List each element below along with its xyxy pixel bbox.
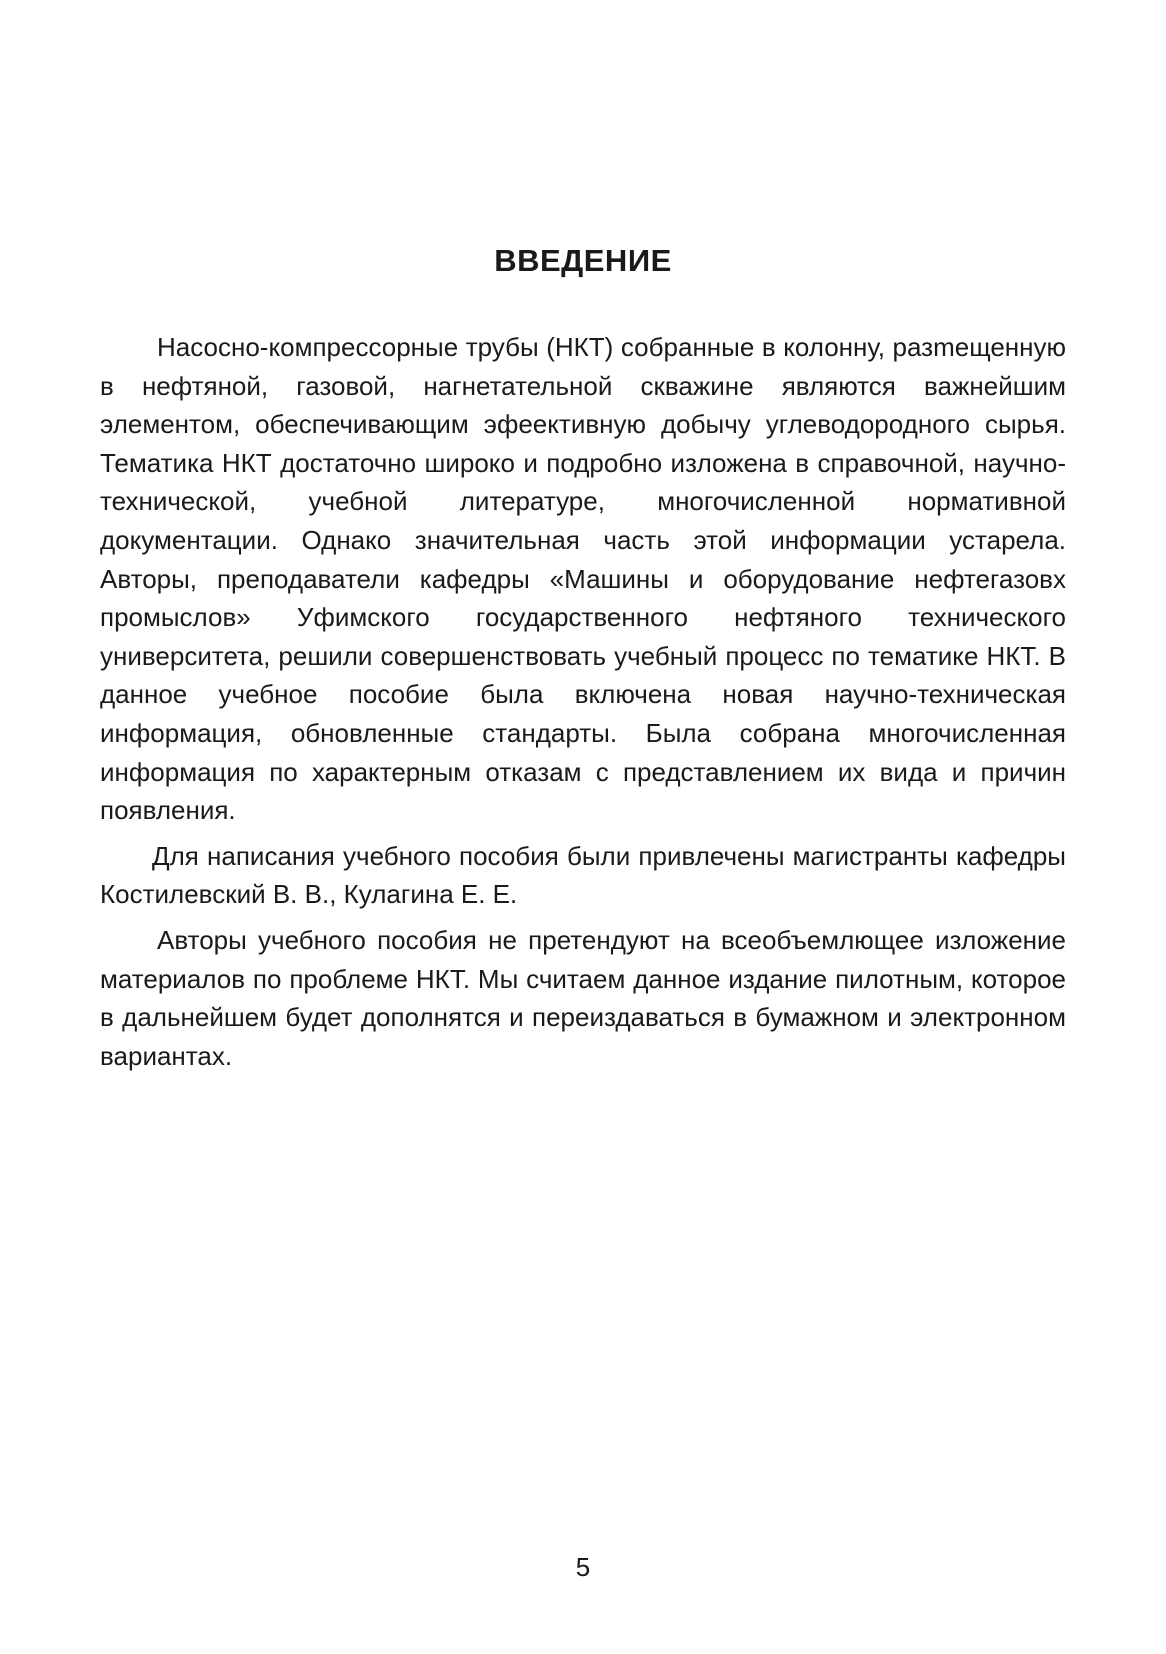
introduction-body: [100, 328, 1066, 1082]
paragraph-disclaimer: Авторы учебного пособия не претендуют на всеобъемлющее изложение материалов по проблеме НКТ. Мы считаем данное издание пилотным, которое в дальнейшем будет дополнятся и переиздаваться в бумажном и электронном вариантах.: [100, 924, 1066, 1071]
page-title: ВВЕДЕНИЕ: [494, 243, 672, 278]
paragraph-intro: Насосно-компрессорные трубы (НКТ) собранные в колонну, разmещенную в нефтяной, газовой, нагнетательной скважине являются важнейшим элементом, обеспечивающим эфеективную добычу углеводородного сырья. Тематика НКТ достаточно широко и подробно изложена в справочной, научно-технической, учебной литературе, многочисленной нормативной документации. Однако значительная часть этой информации устарела. Авторы, преподаватели кафедры «Машины и оборудование нефтегазовх промыслов» Уфимского государственного нефтяного технического университета, решили совершенствовать учебный процесс по тематике НКТ. В данное учебное пособие была включена новая научно-техническая информация, обновленные стандарты. Была собрана многочисленная информация по характерным отказам с представлением их вида и причин появления.: [100, 332, 1066, 826]
page-number: 5: [575, 1552, 591, 1582]
paragraph-contributors: Для написания учебного пособия были привлечены магистранты кафедры Костилевский В. В., Кулагина Е. Е.: [100, 840, 1066, 910]
